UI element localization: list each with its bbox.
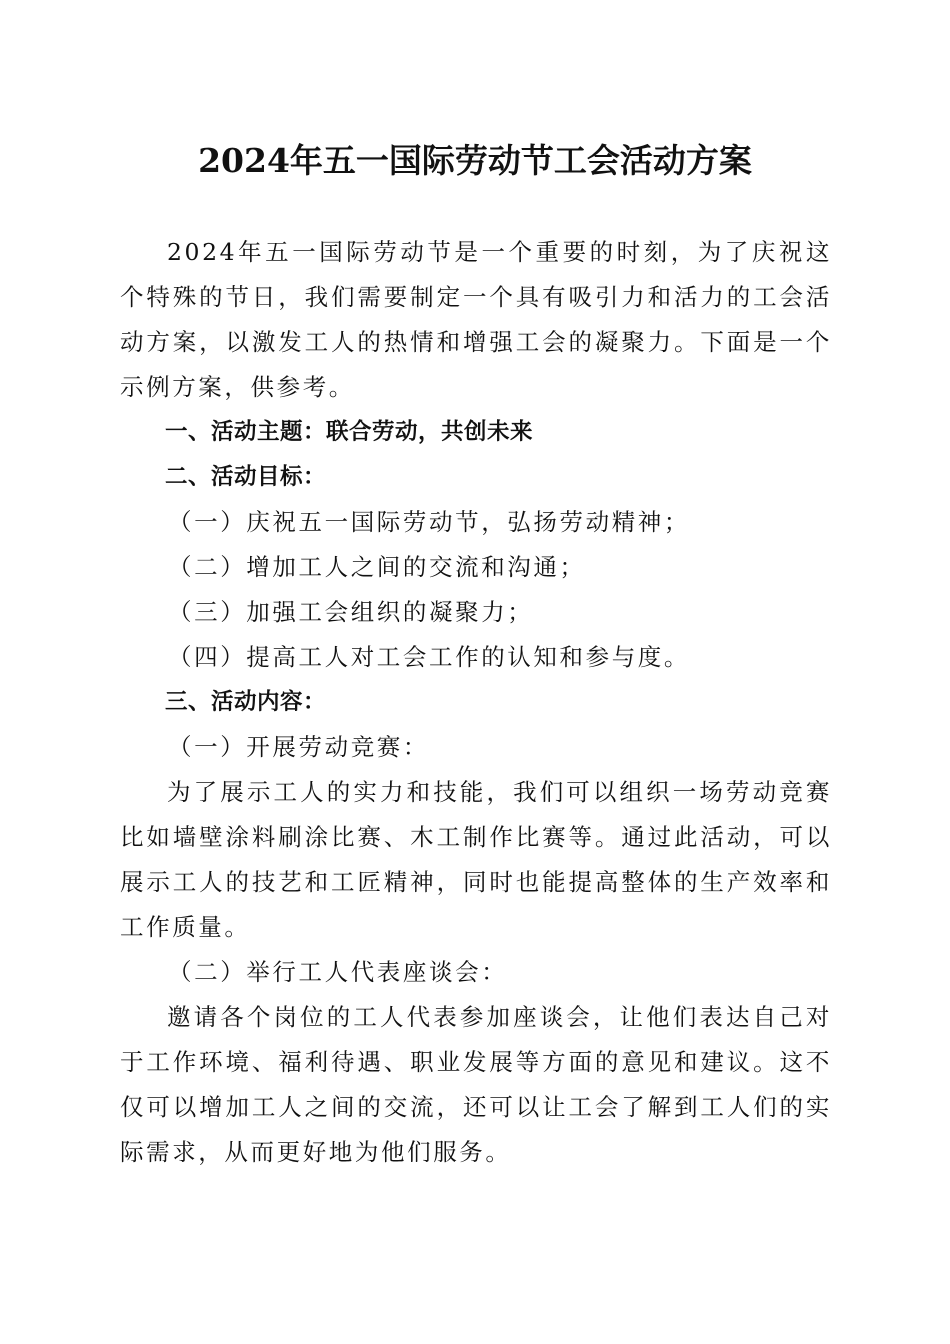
goal-item: （三）加强工会组织的凝聚力； bbox=[168, 598, 534, 626]
section-theme-heading: 一、活动主题：联合劳动，共创未来 bbox=[165, 419, 534, 445]
content-subheading: （一）开展劳动竞赛： bbox=[168, 733, 429, 761]
document-body bbox=[120, 230, 832, 1175]
intro-paragraph: 2024年五一国际劳动节是一个重要的时刻，为了庆祝这个特殊的节日，我们需要制定一个具有吸引力和活力的工会活动方案，以激发工人的热情和增强工会的凝聚力。下面是一个示例方案，供参考。 bbox=[120, 238, 832, 401]
goal-item: （四）提高工人对工会工作的认知和参与度。 bbox=[168, 643, 690, 671]
goal-item: （一）庆祝五一国际劳动节，弘扬劳动精神； bbox=[168, 508, 690, 536]
content-subheading: （二）举行工人代表座谈会： bbox=[168, 958, 508, 986]
section-goals-heading: 二、活动目标： bbox=[165, 464, 327, 490]
section-content-heading: 三、活动内容： bbox=[165, 689, 327, 715]
goal-item: （二）增加工人之间的交流和沟通； bbox=[168, 553, 586, 581]
document-title: 2024年五一国际劳动节工会活动方案 bbox=[198, 141, 752, 180]
content-paragraph: 邀请各个岗位的工人代表参加座谈会，让他们表达自己对于工作环境、福利待遇、职业发展等方面的意见和建议。这不仅可以增加工人之间的交流，还可以让工会了解到工人们的实际需求，从而更好地为他们服务。 bbox=[120, 1003, 832, 1166]
content-paragraph: 为了展示工人的实力和技能，我们可以组织一场劳动竞赛比如墙壁涂料刷涂比赛、木工制作比赛等。通过此活动，可以展示工人的技艺和工匠精神，同时也能提高整体的生产效率和工作质量。 bbox=[120, 778, 832, 941]
